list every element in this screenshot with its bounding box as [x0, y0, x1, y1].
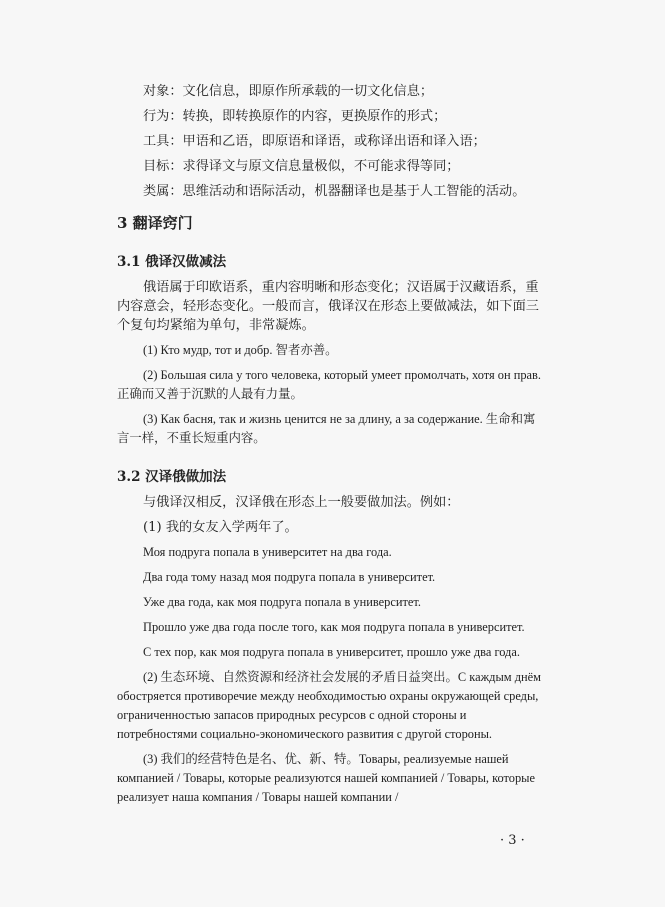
definition-list	[117, 82, 547, 201]
section-3-2-example-1-ru-e: С тех пор, как моя подруга попала в университет, прошло уже два года.	[143, 645, 520, 659]
definition-tools: 工具：甲语和乙语，即原语和译语，或称译出语和译入语；	[143, 134, 486, 149]
section-3-2-example-3: (3) 我们的经营特色是名、优、新、特。Товары, реализуемые нашей компанией / Товары, которые реализуются нашей компанией / Товары, которые реализует наша компания / Товары нашей компании /	[117, 752, 535, 804]
section-3-2-intro: 与俄译汉相反，汉译俄在形态上一般要做加法。例如：	[143, 495, 460, 510]
section-3-2-example-1-ru-c: Уже два года, как моя подруга попала в университет.	[143, 595, 421, 609]
section-3-2-example-2: (2) 生态环境、自然资源和经济社会发展的矛盾日益突出。С каждым днём обостряется противоречие между необходимостью охраны окружающей среды, ограниченностью запасов природных ресурсов с одной стороны и потребностями социально-экономического развития с другой стороны.	[117, 670, 542, 741]
section-3-2-example-1-cn: (1) 我的女友入学两年了。	[143, 520, 298, 535]
definition-goal: 目标：求得译文与原文信息量极似，不可能求得等同；	[143, 159, 460, 174]
page-content	[117, 82, 547, 813]
section-3-1-intro: 俄语属于印欧语系，重内容明晰和形态变化；汉语属于汉藏语系，重内容意会，轻形态变化。一般而言，俄译汉在形态上要做减法，如下面三个复句均紧缩为单句，非常凝炼。	[117, 280, 539, 333]
section-3-1-example-3: (3) Как басня, так и жизнь ценится не за длину, а за содержание. 生命和寓言一样，不重长短重内容。	[117, 412, 536, 445]
section-3-1-example-2: (2) Большая сила у того человека, который умеет промолчать, хотя он прав. 正确而又善于沉默的人最有力量。	[117, 368, 542, 401]
section-3-1-heading: 3.1 俄译汉做减法	[117, 254, 227, 270]
section-3-2-example-1-ru-a: Моя подруга попала в университет на два года.	[143, 545, 392, 559]
section-3-2-example-1-ru-d: Прошло уже два года после того, как моя подруга попала в университет.	[143, 620, 525, 634]
page-number: · 3 ·	[500, 833, 525, 848]
section-3-2-example-1-ru-b: Два года тому назад моя подруга попала в университет.	[143, 570, 436, 584]
section-3-1-example-1: (1) Кто мудр, тот и добр. 智者亦善。	[143, 343, 338, 357]
section-3-heading: 3 翻译窍门	[117, 214, 193, 232]
definition-action: 行为：转换，即转换原作的内容，更换原作的形式；	[143, 109, 447, 124]
definition-category: 类属：思维活动和语际活动，机器翻译也是基于人工智能的活动。	[143, 184, 526, 199]
section-3-2-heading: 3.2 汉译俄做加法	[117, 469, 227, 485]
definition-object: 对象：文化信息，即原作所承载的一切文化信息；	[143, 84, 434, 99]
